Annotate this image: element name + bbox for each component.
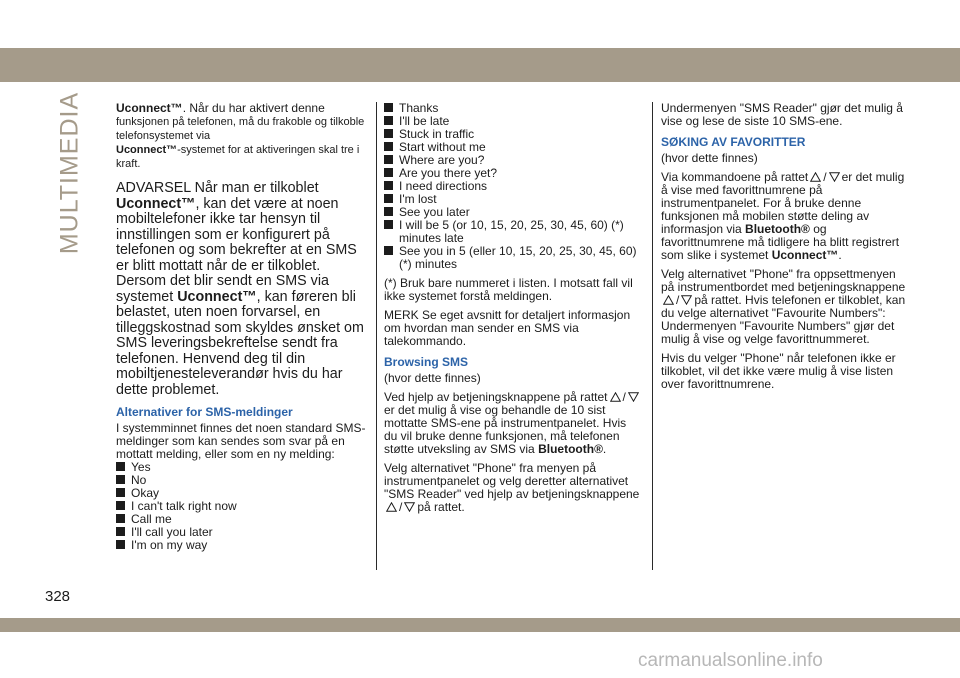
text: på rattet. Hvis telefonen er tilkoblet, kan du velge alternativet "Favourite Numbers": Undermenyen "Favourite Numbers" gjør det mulig å vise og velge favorittnummeret. bbox=[661, 293, 906, 346]
checkbox-bullet-icon bbox=[116, 475, 125, 484]
column-3 bbox=[661, 102, 911, 397]
triangle-down-icon bbox=[829, 172, 840, 182]
list-item bbox=[116, 539, 368, 552]
footer-band bbox=[0, 618, 960, 632]
list-item-label: See you in 5 (eller 10, 15, 20, 25, 30, 45, 60) (*) minutes bbox=[399, 244, 637, 271]
checkbox-bullet-icon bbox=[384, 168, 393, 177]
list-item-label: I'll be late bbox=[399, 114, 450, 128]
list-item-label: I'm lost bbox=[399, 192, 437, 206]
brand: Uconnect™ bbox=[177, 288, 257, 305]
checkbox-bullet-icon bbox=[384, 181, 393, 190]
browsing-paragraph-2 bbox=[384, 462, 642, 514]
brand: Bluetooth® bbox=[538, 442, 603, 456]
list-item-label: I'm on my way bbox=[131, 538, 208, 552]
header-band bbox=[0, 48, 960, 82]
column-2 bbox=[384, 102, 642, 520]
triangle-down-icon bbox=[404, 502, 415, 512]
list-item-label: No bbox=[131, 473, 147, 487]
warning-paragraph bbox=[116, 181, 368, 398]
sms-intro-paragraph: I systemminnet finnes det noen standard SMS-meldinger som kan sendes som svar på en mottatt melding, eller som en ny melding: bbox=[116, 421, 366, 461]
list-item-label: I can't talk right now bbox=[131, 499, 237, 513]
triangle-up-icon bbox=[810, 172, 821, 182]
text: er det mulig å vise og behandle de 10 sist mottatte SMS-ene på instrumentpanelet. Hvis du vil bruke denne funksjonen, må telefonen støtte utveksling av SMS via bbox=[384, 403, 627, 456]
list-item-label: Are you there yet? bbox=[399, 166, 498, 180]
watermark: carmanualsonline.info bbox=[638, 650, 823, 671]
list-item bbox=[116, 461, 368, 474]
page-number: 328 bbox=[45, 588, 71, 605]
triangle-up-icon bbox=[386, 502, 397, 512]
checkbox-bullet-icon bbox=[384, 220, 393, 229]
checkbox-bullet-icon bbox=[384, 207, 393, 216]
list-item-label: Start without me bbox=[399, 140, 486, 154]
text: funksjonen på telefonen, må du frakoble og tilkoble telefonsystemet via bbox=[116, 116, 365, 142]
section-heading: SØKING AV FAVORITTER bbox=[661, 135, 806, 149]
triangle-down-icon bbox=[681, 295, 692, 305]
list-item-label: I will be 5 (or 10, 15, 20, 25, 30, 45, 60) (*) minutes late bbox=[399, 218, 624, 245]
list-item-label: Stuck in traffic bbox=[399, 127, 475, 141]
checkbox-bullet-icon bbox=[384, 129, 393, 138]
text: Velg alternativet "Phone" fra oppsettmenyen på instrumentbordet med betjeningsknappene bbox=[661, 267, 906, 294]
slash: / bbox=[399, 500, 403, 514]
availability-note: (hvor dette finnes) bbox=[384, 371, 481, 385]
brand: Bluetooth® bbox=[745, 222, 810, 236]
text: . bbox=[838, 248, 842, 262]
checkbox-bullet-icon bbox=[384, 116, 393, 125]
sms-reader-paragraph: Undermenyen "SMS Reader" gjør det mulig å vise og lese de siste 10 SMS-ene. bbox=[661, 101, 903, 128]
list-item-label: Call me bbox=[131, 512, 172, 526]
text: -systemet for at aktiveringen skal tre i kraft. bbox=[116, 144, 360, 170]
intro-paragraph bbox=[116, 102, 368, 171]
column-1 bbox=[116, 102, 368, 558]
list-item-label: Where are you? bbox=[399, 153, 485, 167]
favourites-paragraph-1 bbox=[661, 171, 911, 262]
checkbox-bullet-icon bbox=[384, 103, 393, 112]
checkbox-bullet-icon bbox=[384, 155, 393, 164]
section-heading: Browsing SMS bbox=[384, 355, 469, 369]
checkbox-bullet-icon bbox=[116, 488, 125, 497]
text: på rattet. bbox=[417, 500, 465, 514]
slash: / bbox=[622, 390, 626, 404]
browsing-paragraph-1 bbox=[384, 391, 642, 456]
text: Via kommandoene på rattet bbox=[661, 170, 809, 184]
brand: Uconnect™ bbox=[116, 144, 178, 156]
slash: / bbox=[676, 293, 680, 307]
text: Ved hjelp av betjeningsknappene på rattet bbox=[384, 390, 608, 404]
checkbox-bullet-icon bbox=[384, 246, 393, 255]
text: og favorittnumrene må tidligere ha blitt registrert som slike i systemet bbox=[661, 222, 900, 262]
list-item-label: Thanks bbox=[399, 101, 439, 115]
section-tab bbox=[55, 91, 84, 254]
list-item-label: I need directions bbox=[399, 179, 488, 193]
footnote: (*) Bruk bare nummeret i listen. I motsatt fall vil ikke systemet forstå meldingen. bbox=[384, 276, 633, 303]
favourites-paragraph-2 bbox=[661, 268, 911, 346]
checkbox-bullet-icon bbox=[384, 194, 393, 203]
favourites-paragraph-3: Hvis du velger "Phone" når telefonen ikke er tilkoblet, vil det ikke være mulig å vise listen over favorittnumrene. bbox=[661, 351, 896, 391]
sms-message-list bbox=[116, 461, 368, 552]
slash: / bbox=[823, 170, 827, 184]
checkbox-bullet-icon bbox=[116, 462, 125, 471]
note-paragraph: MERK Se eget avsnitt for detaljert informasjon om hvordan man sender en SMS via talekommando. bbox=[384, 308, 631, 348]
text: er det mulig å vise med favorittnumrene på instrumentpanelet. For å bruke denne funksjonen må mobilen støtte deling av informasjon via bbox=[661, 170, 905, 236]
sms-message-list-continued bbox=[384, 102, 642, 271]
text: Velg alternativet "Phone" fra menyen på instrumentpanelet og velg deretter alternativet "SMS Reader" ved hjelp av betjeningsknappene bbox=[384, 461, 640, 501]
brand: Uconnect™ bbox=[771, 248, 839, 262]
text: . bbox=[602, 442, 607, 456]
checkbox-bullet-icon bbox=[116, 514, 125, 523]
text: , kan føreren bli belastet, uten noen forvarsel, en tilleggskostnad som skyldes ønsket om SMS leveringsbekreftelse sendt fra telefonen. Henvend deg til din mobiltjenesteleverandør hvis du har dette problemet. bbox=[116, 288, 364, 398]
list-item-label: Yes bbox=[131, 460, 151, 474]
list-item bbox=[384, 245, 642, 271]
brand: Uconnect™ bbox=[116, 195, 196, 212]
section-heading: Alternativer for SMS-meldinger bbox=[116, 405, 293, 419]
list-item-label: I'll call you later bbox=[131, 525, 213, 539]
column-divider bbox=[652, 102, 653, 570]
text: . Når du har aktivert denne bbox=[182, 101, 325, 115]
triangle-up-icon bbox=[610, 392, 621, 402]
section-label: MULTIMEDIA bbox=[55, 91, 84, 254]
brand: Uconnect™ bbox=[116, 101, 183, 115]
list-item-label: Okay bbox=[131, 486, 160, 500]
availability-note: (hvor dette finnes) bbox=[661, 151, 758, 165]
list-item bbox=[384, 219, 642, 245]
text: ADVARSEL Når man er tilkoblet bbox=[116, 180, 319, 196]
triangle-down-icon bbox=[628, 392, 639, 402]
column-divider bbox=[376, 102, 377, 570]
checkbox-bullet-icon bbox=[116, 527, 125, 536]
checkbox-bullet-icon bbox=[384, 142, 393, 151]
triangle-up-icon bbox=[663, 295, 674, 305]
list-item-label: See you later bbox=[399, 205, 470, 219]
checkbox-bullet-icon bbox=[116, 540, 125, 549]
text: , kan det være at noen mobiltelefoner ikke tar hensyn til innstillingen som er konfigurert på telefonen og som bekrefter at en SMS er blitt mottatt når de er tilkoblet. Dersom det blir sendt en SMS via systemet bbox=[116, 195, 357, 305]
checkbox-bullet-icon bbox=[116, 501, 125, 510]
